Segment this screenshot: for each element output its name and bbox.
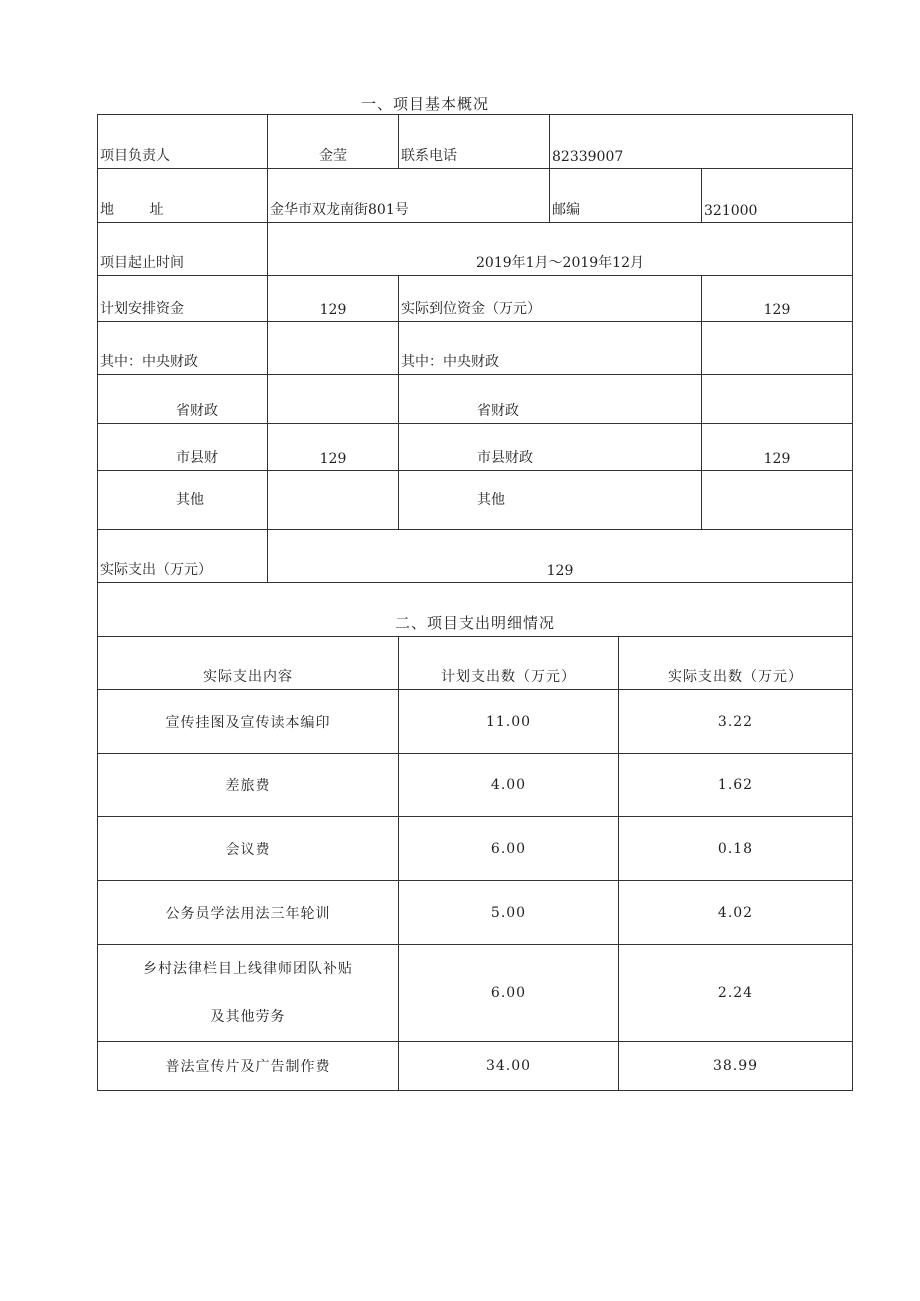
actual-expense-value: 129 [268,530,853,583]
actual-funds-value: 129 [702,276,853,322]
detail-content: 差旅费 [98,754,399,817]
phone-label: 联系电话 [399,115,550,169]
header-actual: 实际支出数（万元） [619,637,853,690]
city-label-left: 市县财 [98,424,268,471]
table-row [98,881,853,945]
table-row [98,754,853,817]
province-label-right: 省财政 [399,375,702,424]
postcode-label: 邮编 [550,169,702,223]
detail-header-row [98,637,853,690]
phone-value: 82339007 [550,115,853,169]
detail-content: 会议费 [98,817,399,881]
leader-label: 项目负责人 [98,115,268,169]
header-content: 实际支出内容 [98,637,399,690]
section2-title: 二、项目支出明细情况 [98,583,853,637]
detail-planned: 34.00 [399,1042,619,1091]
city-value-right: 129 [702,424,853,471]
other-label-right: 其他 [399,471,702,530]
detail-content-line2: 及其他劳务 [210,1009,286,1025]
detail-actual: 1.62 [619,754,853,817]
city-label-right: 市县财政 [399,424,702,471]
row-province [98,375,853,424]
address-label: 地 址 [98,169,268,223]
province-value-right [702,375,853,424]
table-row [98,817,853,881]
row-central [98,322,853,375]
central-label-left: 其中：中央财政 [98,322,268,375]
detail-content-line1: 乡村法律栏目上线律师团队补贴 [143,961,353,977]
detail-content: 普法宣传片及广告制作费 [98,1042,399,1091]
table-row [98,945,853,1042]
central-label-right: 其中：中央财政 [399,322,702,375]
central-value-left [268,322,399,375]
detail-actual: 0.18 [619,817,853,881]
other-value-right [702,471,853,530]
section1-title: 一、项目基本概况 [360,95,489,113]
leader-value: 金莹 [268,115,399,169]
province-label-left: 省财政 [98,375,268,424]
header-planned: 计划支出数（万元） [399,637,619,690]
city-value-left: 129 [268,424,399,471]
period-value: 2019年1月～2019年12月 [268,223,853,276]
row-other [98,471,853,530]
detail-actual: 2.24 [619,945,853,1042]
actual-expense-label: 实际支出（万元） [98,530,268,583]
row-city [98,424,853,471]
table-row [98,1042,853,1091]
detail-content: 宣传挂图及宣传读本编印 [98,690,399,754]
detail-actual: 4.02 [619,881,853,945]
other-value-left [268,471,399,530]
detail-planned: 5.00 [399,881,619,945]
detail-content [98,945,399,1042]
row-leader [98,115,853,169]
row-address [98,169,853,223]
address-value: 金华市双龙南街801号 [268,169,550,223]
detail-actual: 38.99 [619,1042,853,1091]
actual-funds-label: 实际到位资金（万元） [399,276,702,322]
row-actual-expense [98,530,853,583]
central-value-right [702,322,853,375]
postcode-value: 321000 [702,169,853,223]
table-row [98,690,853,754]
row-funds [98,276,853,322]
detail-planned: 6.00 [399,817,619,881]
detail-planned: 11.00 [399,690,619,754]
other-label-left: 其他 [98,471,268,530]
project-table [97,114,853,1091]
row-section2-title [98,583,853,637]
planned-funds-value: 129 [268,276,399,322]
detail-planned: 6.00 [399,945,619,1042]
planned-funds-label: 计划安排资金 [98,276,268,322]
detail-planned: 4.00 [399,754,619,817]
detail-content: 公务员学法用法三年轮训 [98,881,399,945]
period-label: 项目起止时间 [98,223,268,276]
row-period [98,223,853,276]
detail-actual: 3.22 [619,690,853,754]
province-value-left [268,375,399,424]
